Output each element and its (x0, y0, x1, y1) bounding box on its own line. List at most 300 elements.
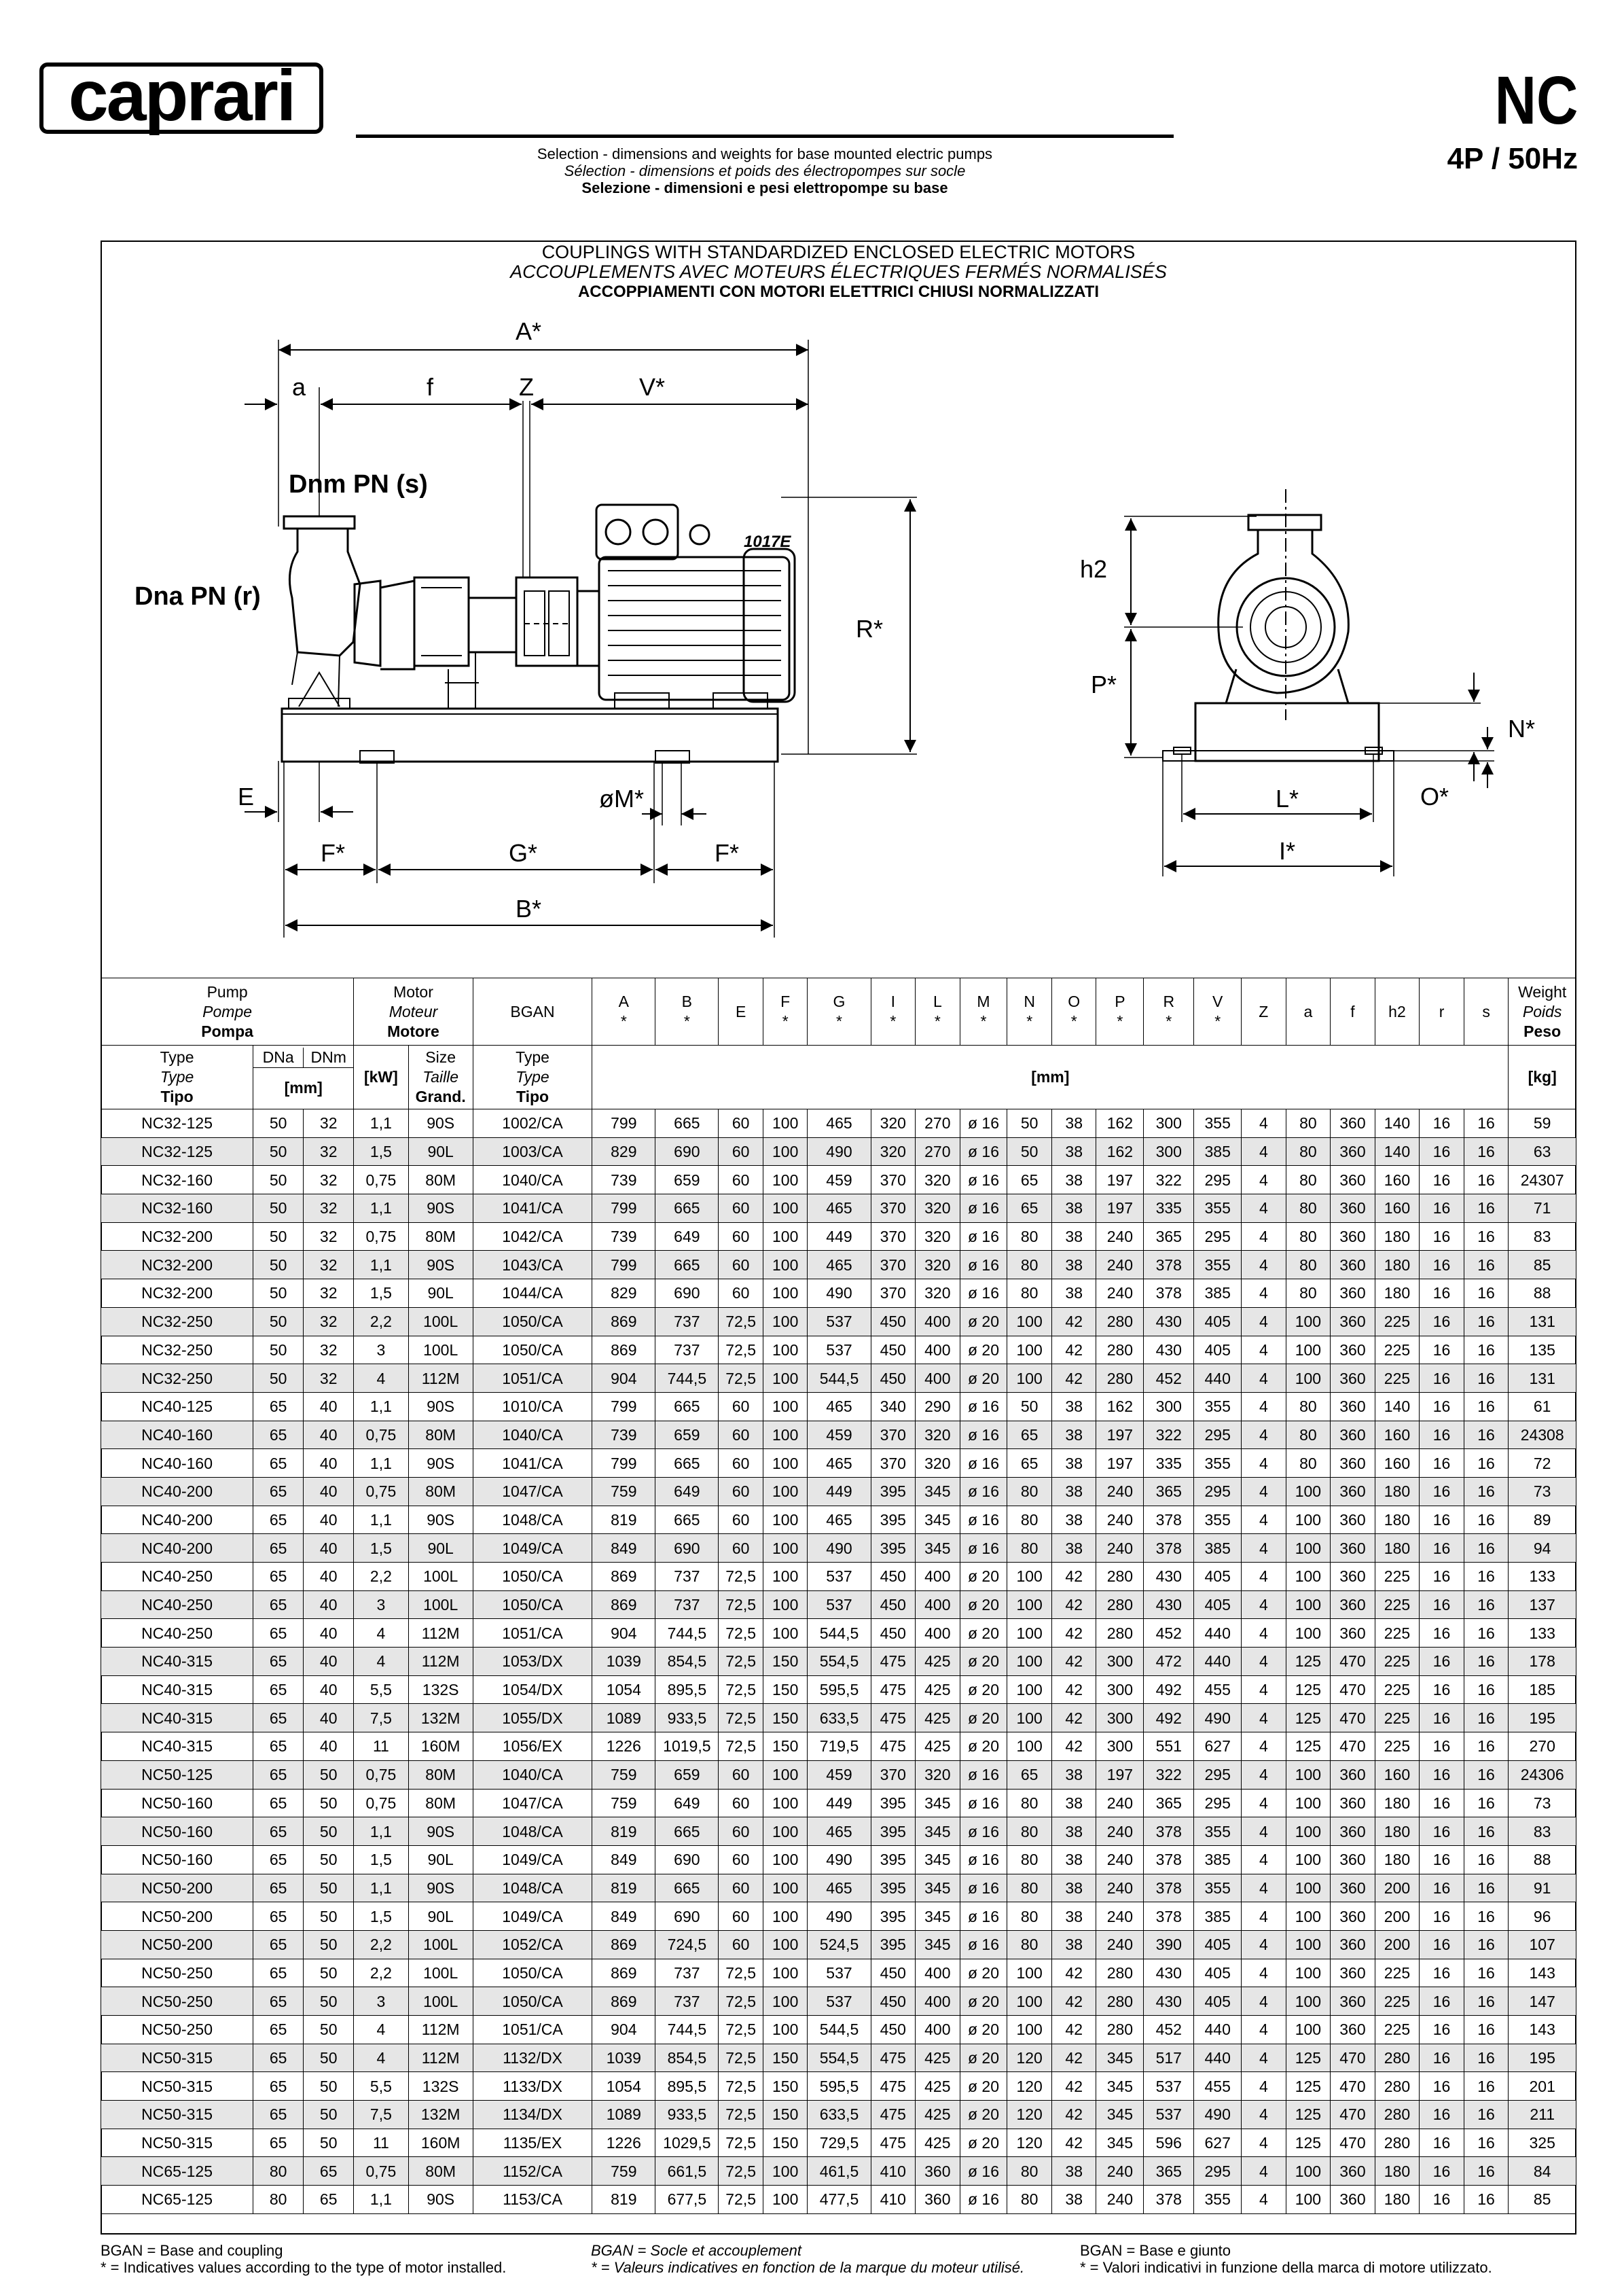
table-cell: 2,2 (354, 1930, 408, 1959)
table-cell: 430 (1144, 1590, 1194, 1619)
table-cell: 65 (253, 1789, 304, 1817)
table-cell: 90S (408, 2186, 473, 2214)
table-cell: 1047/CA (473, 1789, 592, 1817)
table-cell: 537 (808, 1336, 871, 1364)
table-cell: 425 (916, 1675, 960, 1704)
table-cell: 739 (592, 1166, 655, 1194)
table-cell: 60 (719, 1817, 763, 1846)
table-cell: 544,5 (808, 2016, 871, 2044)
table-cell-type: NC50-315 (101, 2101, 253, 2129)
table-cell: 1,5 (354, 1279, 408, 1308)
table-cell: 430 (1144, 1563, 1194, 1591)
table-cell: 60 (719, 1449, 763, 1478)
table-cell: 360 (1331, 1109, 1375, 1138)
table-cell: 4 (1242, 1137, 1286, 1166)
table-cell: 60 (719, 1251, 763, 1279)
table-row (101, 1251, 1576, 1279)
table-cell: 819 (592, 2186, 655, 2214)
table-cell: 280 (1096, 1336, 1144, 1364)
table-cell: 799 (592, 1109, 655, 1138)
footer-fr (591, 2242, 1024, 2276)
table-cell: 627 (1194, 2129, 1242, 2157)
table-cell: 90S (408, 1817, 473, 1846)
table-cell: 4 (1242, 1704, 1286, 1732)
table-cell: 475 (871, 2072, 916, 2101)
table-cell: 665 (655, 1449, 719, 1478)
table-cell: 40 (304, 1675, 354, 1704)
table-cell: 50 (304, 2101, 354, 2129)
table-cell: 240 (1096, 1789, 1144, 1817)
table-cell: 100 (763, 1251, 808, 1279)
table-cell: 395 (871, 1874, 916, 1902)
table-cell: 360 (1331, 1222, 1375, 1251)
table-cell: 2,2 (354, 1563, 408, 1591)
header-col: R * (1144, 978, 1194, 1046)
table-cell: 4 (1242, 1732, 1286, 1761)
header-subtitle (356, 145, 1174, 196)
table-cell: 300 (1096, 1704, 1144, 1732)
table-cell: 370 (871, 1166, 916, 1194)
table-cell: 100L (408, 1959, 473, 1987)
table-cell: 1048/CA (473, 1817, 592, 1846)
table-cell: 16 (1464, 1506, 1509, 1534)
table-cell: 100 (763, 1987, 808, 2016)
table-cell: 360 (1331, 1449, 1375, 1478)
table-cell: 73 (1509, 1789, 1576, 1817)
table-cell: 1,1 (354, 1109, 408, 1138)
table-cell: 295 (1194, 2157, 1242, 2186)
table-cell: 490 (808, 1279, 871, 1308)
table-cell: 100 (1007, 2016, 1052, 2044)
table-cell: 475 (871, 1648, 916, 1676)
table-cell-type: NC40-125 (101, 1392, 253, 1421)
table-cell: 42 (1051, 1732, 1096, 1761)
table-row (101, 2072, 1576, 2101)
table-cell: 895,5 (655, 1675, 719, 1704)
table-cell: 596 (1144, 2129, 1194, 2157)
table-cell: 0,75 (354, 1477, 408, 1506)
table-cell: 197 (1096, 1194, 1144, 1223)
table-cell: ø 16 (960, 1789, 1007, 1817)
table-cell: 378 (1144, 1845, 1194, 1874)
table-cell: 345 (916, 1845, 960, 1874)
table-cell-type: NC32-200 (101, 1279, 253, 1308)
table-cell: 197 (1096, 1449, 1144, 1478)
table-cell: 904 (592, 2016, 655, 2044)
table-cell: 895,5 (655, 2072, 719, 2101)
table-cell: 240 (1096, 1251, 1144, 1279)
table-cell: 325 (1509, 2129, 1576, 2157)
table-cell: 1,1 (354, 1251, 408, 1279)
table-cell: ø 16 (960, 1194, 1007, 1223)
table-cell: 759 (592, 2157, 655, 2186)
table-cell: 3 (354, 1336, 408, 1364)
table-cell: 65 (253, 1648, 304, 1676)
table-cell: 400 (916, 1336, 960, 1364)
table-cell: 160 (1375, 1166, 1420, 1194)
table-cell: 16 (1420, 1845, 1464, 1874)
table-cell: 440 (1194, 2044, 1242, 2072)
table-cell: 537 (808, 1307, 871, 1336)
table-cell: 197 (1096, 1421, 1144, 1449)
table-row (101, 1760, 1576, 1789)
table-cell: 1089 (592, 2101, 655, 2129)
table-cell: 240 (1096, 1506, 1144, 1534)
table-cell: 80 (1007, 1902, 1052, 1931)
table-cell: 72,5 (719, 1987, 763, 2016)
table-cell-type: NC32-160 (101, 1194, 253, 1223)
table-cell: 40 (304, 1619, 354, 1648)
table-cell: 378 (1144, 1506, 1194, 1534)
table-cell-type: NC40-315 (101, 1675, 253, 1704)
table-cell: 120 (1007, 2044, 1052, 2072)
table-cell: 1133/DX (473, 2072, 592, 2101)
table-cell: 405 (1194, 1307, 1242, 1336)
table-cell: 38 (1051, 1279, 1096, 1308)
header-weight: Weight Poids Peso (1509, 978, 1576, 1046)
table-cell: 80 (1007, 1789, 1052, 1817)
table-cell: 16 (1420, 1648, 1464, 1676)
table-cell: 50 (253, 1364, 304, 1393)
table-row (101, 1789, 1576, 1817)
header-mm-unit: [mm] (592, 1046, 1509, 1109)
table-cell: ø 20 (960, 1364, 1007, 1393)
table-cell: 16 (1420, 1166, 1464, 1194)
table-cell: 80M (408, 1166, 473, 1194)
table-cell: 80M (408, 1222, 473, 1251)
dim-label-P: P* (1090, 671, 1117, 698)
table-cell: 80 (1007, 1477, 1052, 1506)
table-cell: 65 (253, 1874, 304, 1902)
table-cell: 50 (253, 1279, 304, 1308)
table-cell: 16 (1420, 2101, 1464, 2129)
dim-label-M: øM* (599, 785, 644, 813)
table-cell: 355 (1194, 1392, 1242, 1421)
table-cell: 42 (1051, 1590, 1096, 1619)
table-cell: 665 (655, 1506, 719, 1534)
table-cell: 280 (1096, 1959, 1144, 1987)
table-cell: 1,5 (354, 1534, 408, 1563)
table-cell: 40 (304, 1732, 354, 1761)
table-cell: 320 (916, 1279, 960, 1308)
table-cell: 65 (253, 1563, 304, 1591)
table-cell: 1054 (592, 2072, 655, 2101)
table-cell: 320 (871, 1109, 916, 1138)
table-cell: 360 (1331, 1845, 1375, 1874)
table-cell: 80 (1007, 1506, 1052, 1534)
table-row (101, 1987, 1576, 2016)
header-kg-unit: [kg] (1509, 1046, 1576, 1109)
table-cell: 1049/CA (473, 1902, 592, 1931)
table-cell: 16 (1464, 1959, 1509, 1987)
table-cell: 360 (1331, 1817, 1375, 1846)
table-row (101, 1732, 1576, 1761)
table-cell: 633,5 (808, 2101, 871, 2129)
table-cell: 737 (655, 1563, 719, 1591)
table-cell-type: NC40-250 (101, 1563, 253, 1591)
table-cell: 65 (253, 1421, 304, 1449)
table-cell: 38 (1051, 2186, 1096, 2214)
header-dnm: DNm (310, 1048, 346, 1066)
table-cell: 1041/CA (473, 1194, 592, 1223)
table-cell: 150 (763, 1732, 808, 1761)
brand-logo-text: caprari (68, 55, 295, 136)
table-cell-type: NC32-250 (101, 1364, 253, 1393)
table-cell: 32 (304, 1336, 354, 1364)
table-cell: ø 16 (960, 2157, 1007, 2186)
table-cell: 470 (1331, 1648, 1375, 1676)
table-cell: 1047/CA (473, 1477, 592, 1506)
table-cell: 869 (592, 1959, 655, 1987)
table-cell: 799 (592, 1449, 655, 1478)
table-cell: 50 (253, 1336, 304, 1364)
table-cell: 132S (408, 1675, 473, 1704)
table-cell: 400 (916, 2016, 960, 2044)
table-cell: ø 20 (960, 1675, 1007, 1704)
table-cell: 345 (1096, 2129, 1144, 2157)
table-cell: 135 (1509, 1336, 1576, 1364)
table-cell: 472 (1144, 1648, 1194, 1676)
table-cell: 100 (1286, 1817, 1331, 1846)
table-cell: 425 (916, 2101, 960, 2129)
table-cell: ø 20 (960, 2101, 1007, 2129)
table-cell: 16 (1420, 1449, 1464, 1478)
table-cell: 160 (1375, 1760, 1420, 1789)
table-cell: 91 (1509, 1874, 1576, 1902)
table-cell: 80 (1007, 2157, 1052, 2186)
table-cell: 61 (1509, 1392, 1576, 1421)
table-cell: 90L (408, 1845, 473, 1874)
table-cell: 60 (719, 1930, 763, 1959)
table-cell: 16 (1464, 1251, 1509, 1279)
table-cell: 162 (1096, 1392, 1144, 1421)
table-cell: 42 (1051, 1959, 1096, 1987)
header-kw: [kW] (354, 1046, 408, 1109)
table-cell: 360 (916, 2157, 960, 2186)
header-col: r (1420, 978, 1464, 1046)
header-col: I * (871, 978, 916, 1046)
table-cell: 100 (763, 1506, 808, 1534)
table-cell: 475 (871, 1704, 916, 1732)
table-cell: 370 (871, 1279, 916, 1308)
table-cell: 100 (1007, 1307, 1052, 1336)
table-cell: 280 (1096, 1619, 1144, 1648)
table-cell: 1041/CA (473, 1449, 592, 1478)
table-cell: ø 20 (960, 1704, 1007, 1732)
table-cell: 270 (1509, 1732, 1576, 1761)
table-cell: 180 (1375, 2186, 1420, 2214)
table-cell: 65 (253, 2072, 304, 2101)
table-cell: 290 (916, 1392, 960, 1421)
table-cell: 197 (1096, 1166, 1144, 1194)
table-cell: 185 (1509, 1675, 1576, 1704)
table-cell: 32 (304, 1307, 354, 1336)
table-cell: 465 (808, 1194, 871, 1223)
table-cell: 4 (1242, 1392, 1286, 1421)
table-cell: 4 (1242, 2129, 1286, 2157)
table-cell: 16 (1420, 2044, 1464, 2072)
table-cell: 335 (1144, 1194, 1194, 1223)
table-cell: 72,5 (719, 2157, 763, 2186)
table-cell: 80M (408, 1789, 473, 1817)
table-cell: 80 (1286, 1166, 1331, 1194)
section-title (101, 243, 1576, 302)
table-cell: 360 (1331, 1760, 1375, 1789)
table-cell: 554,5 (808, 1648, 871, 1676)
table-cell: 400 (916, 1590, 960, 1619)
table-cell: 665 (655, 1817, 719, 1846)
table-cell: 400 (916, 1364, 960, 1393)
table-cell: 1,5 (354, 1845, 408, 1874)
table-row (101, 1194, 1576, 1223)
table-cell: 65 (253, 1477, 304, 1506)
table-cell: 425 (916, 1648, 960, 1676)
table-cell: 72,5 (719, 1704, 763, 1732)
table-cell: 280 (1096, 1987, 1144, 2016)
table-cell: 1051/CA (473, 1364, 592, 1393)
table-cell: 40 (304, 1477, 354, 1506)
table-cell: 16 (1464, 1166, 1509, 1194)
table-cell: 65 (253, 2101, 304, 2129)
table-cell: 661,5 (655, 2157, 719, 2186)
table-cell: 40 (304, 1590, 354, 1619)
table-cell: 360 (1331, 1364, 1375, 1393)
table-cell: 65 (253, 1930, 304, 1959)
table-cell: 7,5 (354, 2101, 408, 2129)
table-cell: 3 (354, 1590, 408, 1619)
table-cell: 395 (871, 1817, 916, 1846)
table-cell: 405 (1194, 1930, 1242, 1959)
table-cell: 16 (1420, 1902, 1464, 1931)
table-cell: 72,5 (719, 2101, 763, 2129)
table-cell: 40 (304, 1392, 354, 1421)
table-cell: 360 (1331, 1874, 1375, 1902)
table-cell: 125 (1286, 2101, 1331, 2129)
table-cell: 143 (1509, 1959, 1576, 1987)
table-cell: 869 (592, 1930, 655, 1959)
table-cell: 449 (808, 1789, 871, 1817)
table-cell: 322 (1144, 1760, 1194, 1789)
table-cell: 240 (1096, 1477, 1144, 1506)
table-cell: 100 (1007, 1959, 1052, 1987)
table-cell: 270 (916, 1109, 960, 1138)
table-cell: 690 (655, 1902, 719, 1931)
table-cell-type: NC40-315 (101, 1704, 253, 1732)
table-cell: 16 (1420, 1364, 1464, 1393)
table-cell: ø 16 (960, 1845, 1007, 1874)
table-cell: 365 (1144, 2157, 1194, 2186)
table-cell: 100 (763, 1336, 808, 1364)
table-cell: 452 (1144, 1364, 1194, 1393)
table-cell: 211 (1509, 2101, 1576, 2129)
table-cell: 132S (408, 2072, 473, 2101)
table-cell: 1,5 (354, 1902, 408, 1931)
table-cell: ø 20 (960, 1563, 1007, 1591)
table-cell: 360 (1331, 2186, 1375, 2214)
table-cell: 378 (1144, 1902, 1194, 1931)
table-cell: 80 (1286, 1279, 1331, 1308)
table-cell: 32 (304, 1194, 354, 1223)
table-cell: 100 (1286, 1563, 1331, 1591)
dim-label-Z: Z (519, 373, 534, 401)
table-cell: 65 (253, 1987, 304, 2016)
table-cell: 16 (1464, 1563, 1509, 1591)
table-cell: 143 (1509, 2016, 1576, 2044)
header-col: P * (1096, 978, 1144, 1046)
table-cell: 4 (1242, 2072, 1286, 2101)
table-row (101, 1874, 1576, 1902)
table-cell: ø 20 (960, 1590, 1007, 1619)
table-cell: 162 (1096, 1109, 1144, 1138)
table-cell: 425 (916, 1704, 960, 1732)
table-cell: 38 (1051, 1421, 1096, 1449)
table-cell: 335 (1144, 1449, 1194, 1478)
table-cell: 100 (1007, 1336, 1052, 1364)
table-cell: 90S (408, 1449, 473, 1478)
table-cell: 465 (808, 1251, 871, 1279)
table-cell: 595,5 (808, 1675, 871, 1704)
table-cell: 100 (763, 1845, 808, 1874)
table-cell: 450 (871, 1364, 916, 1393)
side-view (282, 505, 795, 763)
table-cell: 554,5 (808, 2044, 871, 2072)
table-cell: 40 (304, 1421, 354, 1449)
table-cell: 16 (1464, 1279, 1509, 1308)
table-cell: 470 (1331, 1704, 1375, 1732)
table-cell-type: NC50-200 (101, 1930, 253, 1959)
dim-label-G: G* (508, 839, 538, 867)
table-cell: 60 (719, 1874, 763, 1902)
table-cell: 225 (1375, 1336, 1420, 1364)
table-cell: 16 (1420, 1222, 1464, 1251)
table-cell: 90L (408, 1902, 473, 1931)
table-cell: 440 (1194, 2016, 1242, 2044)
table-row (101, 1845, 1576, 1874)
table-cell: 365 (1144, 1477, 1194, 1506)
table-cell: 50 (304, 1930, 354, 1959)
table-cell: 395 (871, 1534, 916, 1563)
table-cell: 16 (1420, 1704, 1464, 1732)
table-cell: 16 (1420, 1421, 1464, 1449)
table-row (101, 1279, 1576, 1308)
table-cell: 38 (1051, 1789, 1096, 1817)
header-motor: Motor Moteur Motore (354, 978, 473, 1046)
table-cell: 1135/EX (473, 2129, 592, 2157)
table-cell: 544,5 (808, 1364, 871, 1393)
table-cell: 320 (916, 1449, 960, 1478)
table-cell: 42 (1051, 2044, 1096, 2072)
table-cell: 16 (1464, 1194, 1509, 1223)
table-cell: 88 (1509, 1279, 1576, 1308)
table-cell: 16 (1464, 1392, 1509, 1421)
table-cell: 690 (655, 1137, 719, 1166)
table-cell: 16 (1420, 1959, 1464, 1987)
table-cell: 385 (1194, 1279, 1242, 1308)
table-cell: 340 (871, 1392, 916, 1421)
table-cell: 280 (1096, 1590, 1144, 1619)
table-cell: 100 (763, 1166, 808, 1194)
table-cell: 42 (1051, 1619, 1096, 1648)
table-row (101, 1534, 1576, 1563)
table-cell: ø 20 (960, 2016, 1007, 2044)
table-cell: 16 (1464, 2044, 1509, 2072)
table-cell: 100 (1286, 1874, 1331, 1902)
table-cell: 100 (1286, 1930, 1331, 1959)
table-cell: 16 (1464, 2129, 1509, 2157)
table-cell: 627 (1194, 1732, 1242, 1761)
table-cell: 1054 (592, 1675, 655, 1704)
table-cell: 38 (1051, 1194, 1096, 1223)
